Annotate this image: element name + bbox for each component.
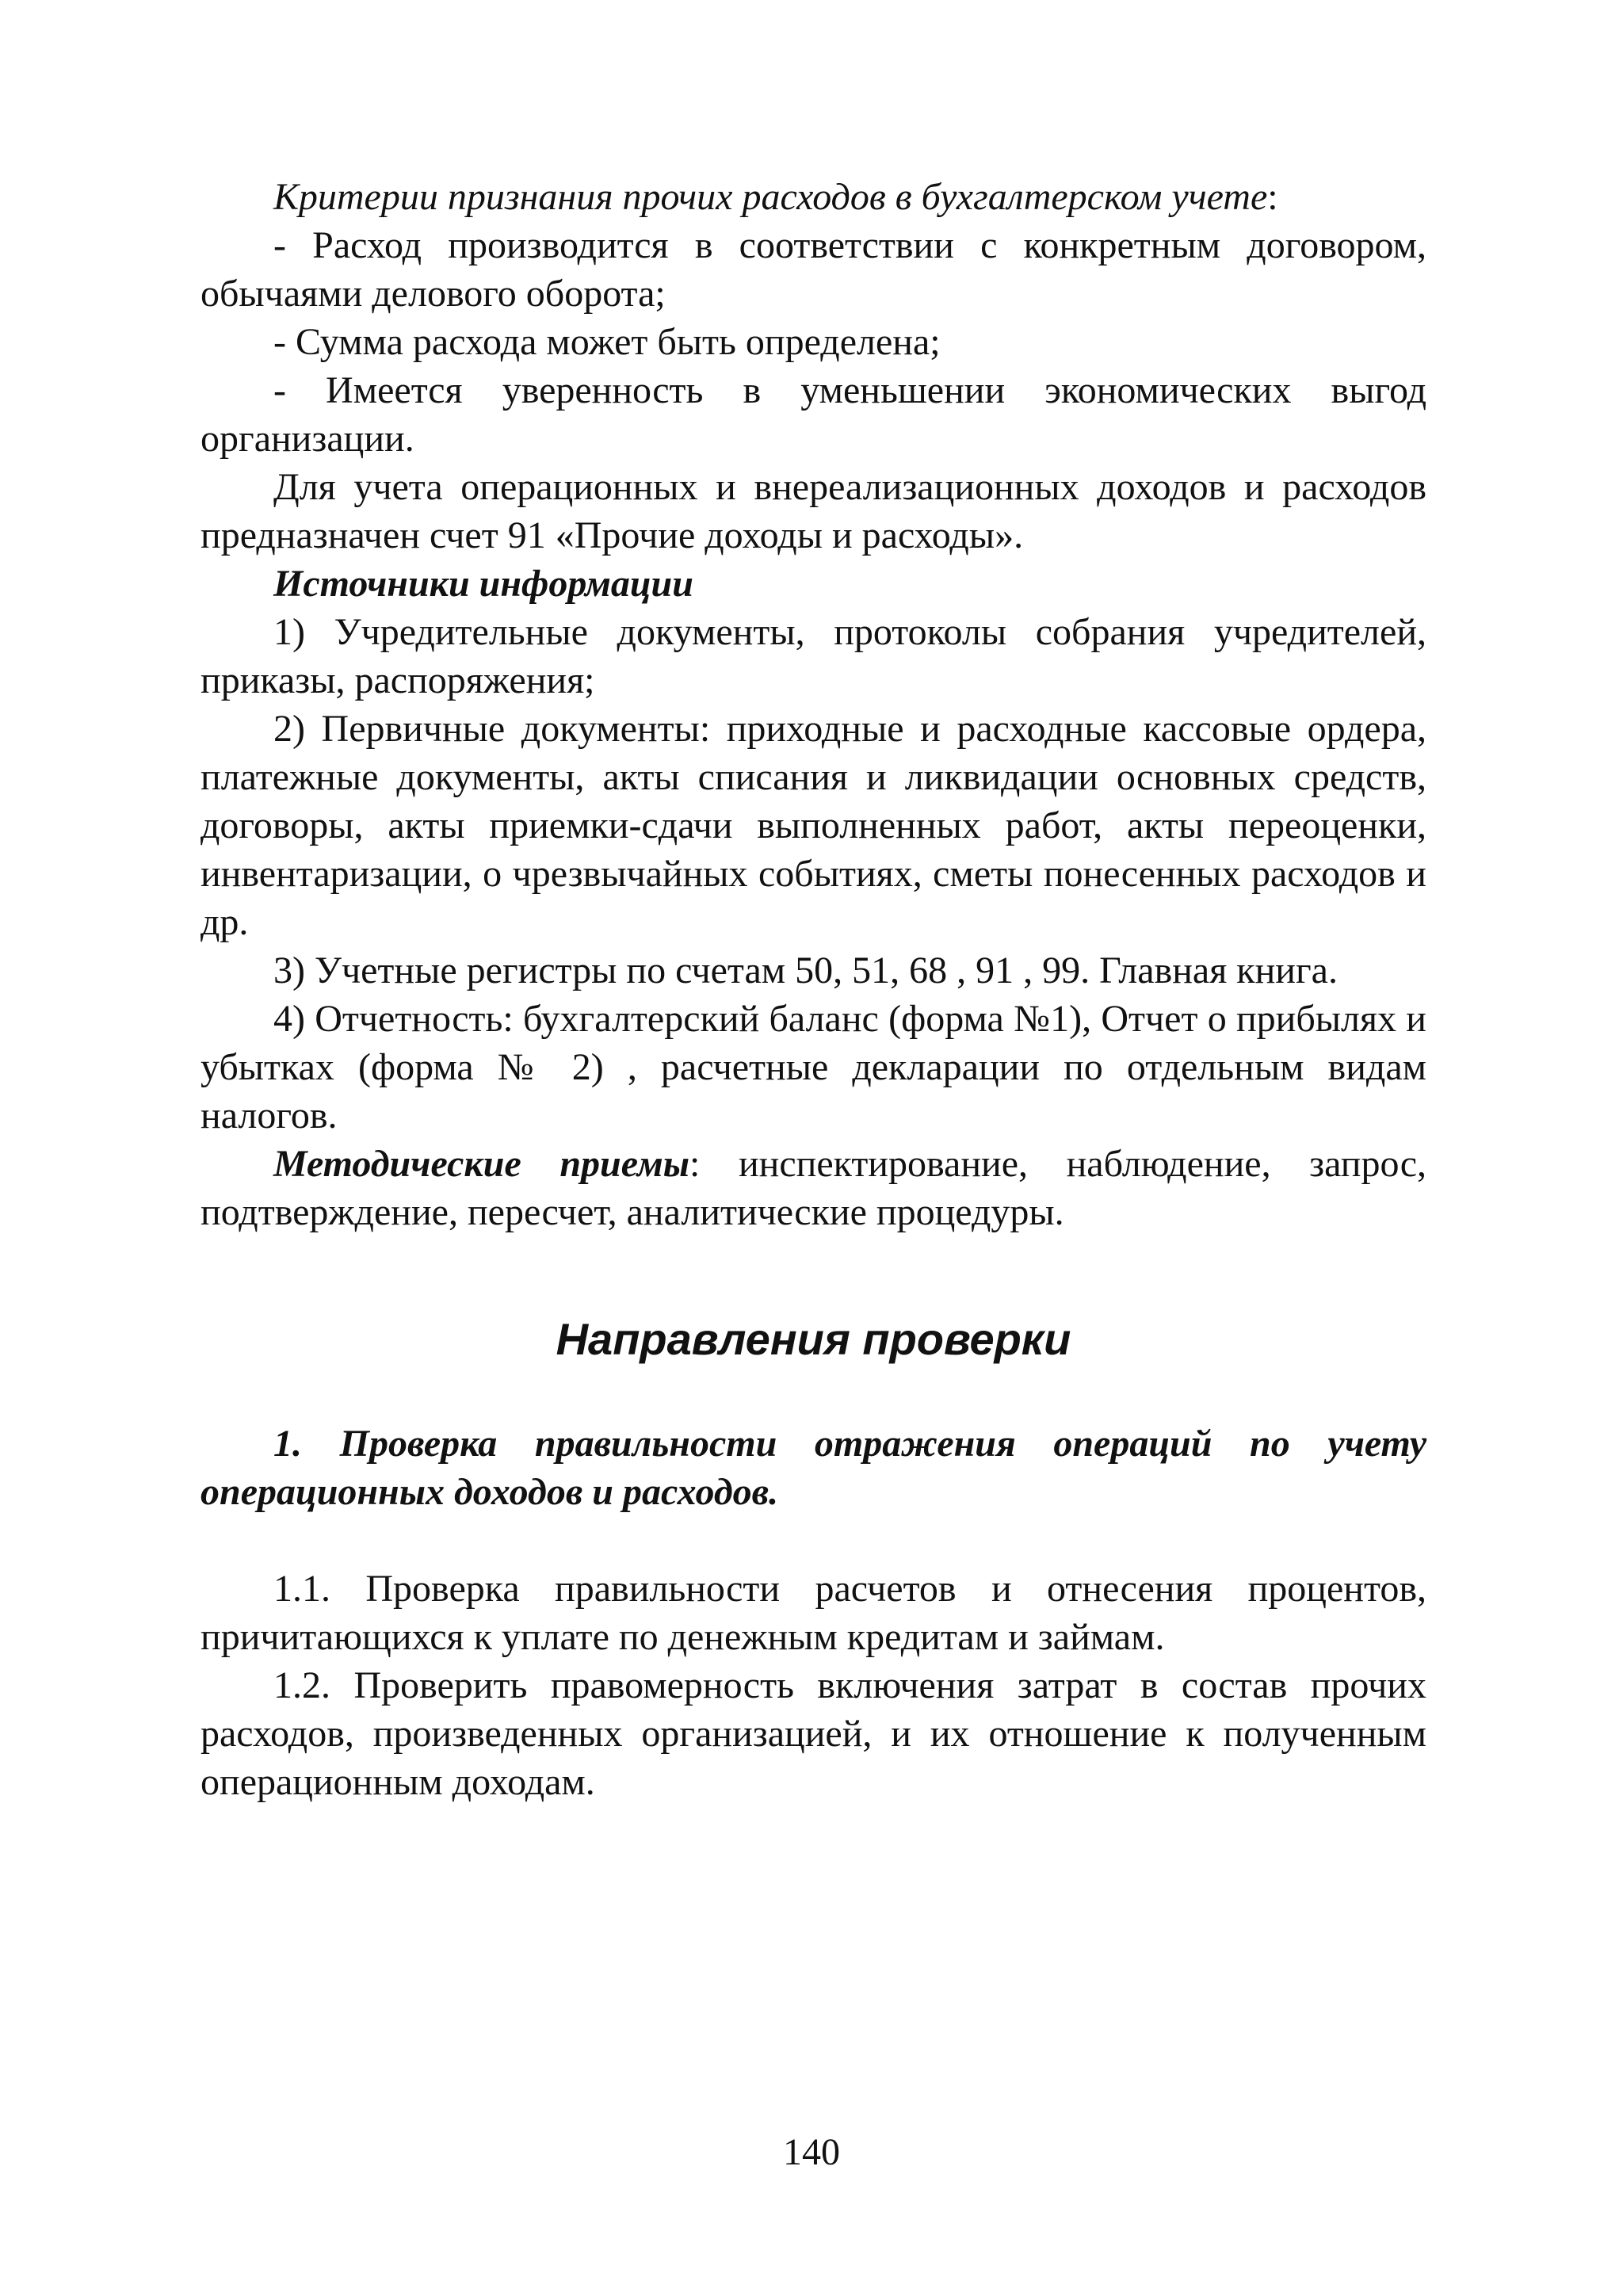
methods-label: Методические приемы — [273, 1143, 690, 1185]
section-subtitle: 1. Проверка правильности отражения операций по учету операционных доходов и расходов. — [200, 1423, 1426, 1513]
methods-text: : инспектирование, наблюдение, запрос, подтверждение, пересчет, аналитические процедуры. — [200, 1143, 1426, 1233]
source-item-2: 2) Первичные документы: приходные и расходные кассовые ордера, платежные документы, акты списания и ликвидации основных средств, договоры, акты приемки-сдачи выполненных работ, акты переоценки, инвентаризации, о чрезвычайных событиях, сметы понесенных расходов и др. — [200, 708, 1426, 943]
criteria-colon: : — [1267, 176, 1278, 218]
source-item-1: 1) Учредительные документы, протоколы собрания учредителей, приказы, распоряжения; — [200, 611, 1426, 701]
check-item-1-1: 1.1. Проверка правильности расчетов и отнесения процентов, причитающихся к уплате по денежным кредитам и займам. — [200, 1568, 1426, 1658]
sources-heading: Источники информации — [273, 563, 693, 605]
criteria-paragraph — [200, 173, 1426, 221]
criteria-item-1: - Расход производится в соответствии с конкретным договором, обычаями делового оборота; — [200, 224, 1426, 315]
source-item-3: 3) Учетные регистры по счетам 50, 51, 68 , 91 , 99. Главная книга. — [273, 949, 1338, 991]
source-item-4: 4) Отчетность: бухгалтерский баланс (форма №1), Отчет о прибылях и убытках (форма № 2) , расчетные декларации по отдельным видам налогов. — [200, 998, 1426, 1137]
page-number: 140 — [783, 2131, 840, 2173]
page-content — [200, 173, 1426, 1806]
criteria-heading: Критерии признания прочих расходов в бухгалтерском учете — [273, 176, 1268, 218]
check-item-1-2: 1.2. Проверить правомерность включения затрат в состав прочих расходов, произведенных организацией, и их отношение к полученным операционным доходам. — [200, 1664, 1426, 1803]
section-title: Направления проверки — [556, 1314, 1071, 1364]
criteria-item-2: - Сумма расхода может быть определена; — [273, 321, 941, 363]
criteria-item-3: - Имеется уверенность в уменьшении экономических выгод организации. — [200, 369, 1426, 460]
methods-paragraph — [200, 1140, 1426, 1236]
account-91-paragraph: Для учета операционных и внереализационных доходов и расходов предназначен счет 91 «Прочие доходы и расходы». — [200, 466, 1426, 556]
